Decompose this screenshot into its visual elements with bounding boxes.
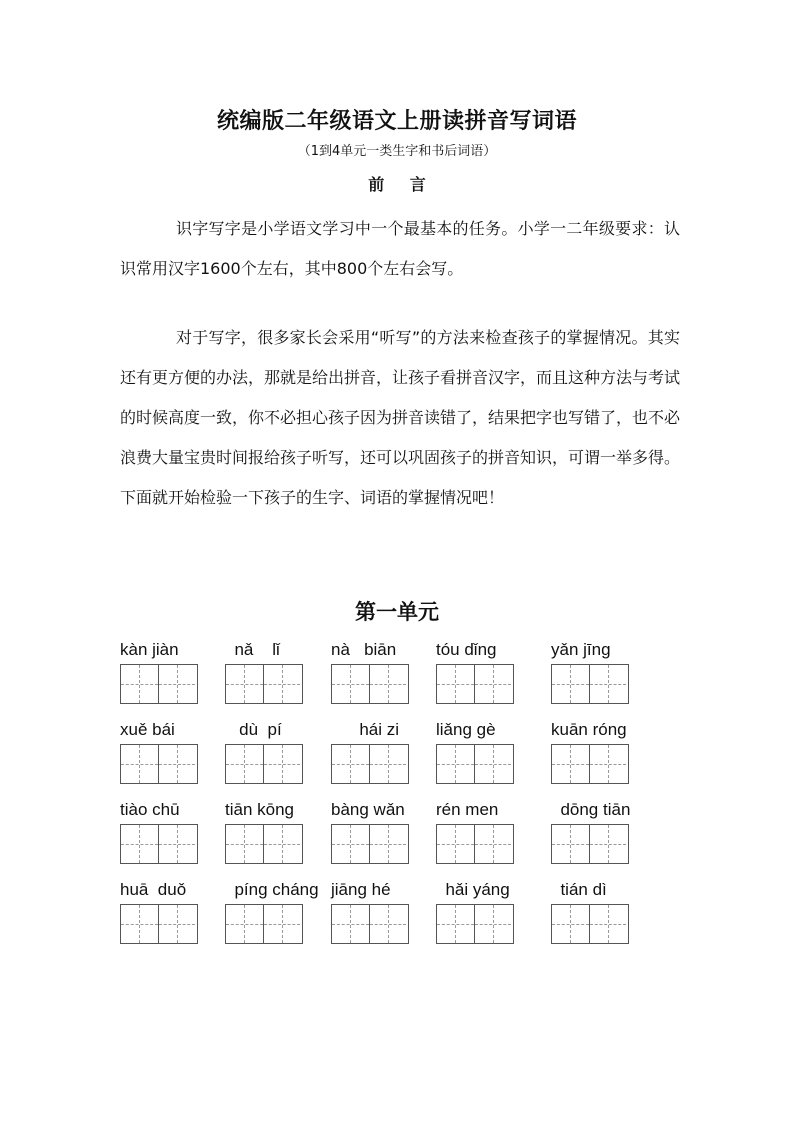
writing-grid[interactable]: [436, 824, 514, 864]
writing-cell[interactable]: [589, 665, 626, 703]
writing-cell[interactable]: [474, 665, 511, 703]
writing-cell[interactable]: [369, 745, 406, 783]
writing-cell[interactable]: [121, 825, 158, 863]
pinyin-label: hǎi yáng: [436, 880, 510, 899]
writing-grid[interactable]: [436, 904, 514, 944]
writing-cell[interactable]: [552, 905, 589, 943]
writing-cell[interactable]: [226, 825, 263, 863]
preface-paragraph: 识字写字是小学语文学习中一个最基本的任务。小学一二年级要求：认识常用汉字1600个左右，其中800个左右会写。: [120, 219, 680, 278]
writing-cell[interactable]: [158, 825, 195, 863]
pinyin-label: nǎ lǐ: [225, 640, 280, 659]
writing-cell[interactable]: [474, 745, 511, 783]
writing-cell[interactable]: [121, 905, 158, 943]
writing-cell[interactable]: [369, 825, 406, 863]
document-subtitle: （1到4单元一类生字和书后词语）: [297, 144, 497, 159]
pinyin-label: píng cháng: [225, 880, 319, 899]
pinyin-label: tóu dǐng: [436, 640, 497, 659]
writing-cell[interactable]: [437, 825, 474, 863]
writing-cell[interactable]: [263, 825, 300, 863]
pinyin-label: nà biān: [331, 640, 397, 659]
writing-cell[interactable]: [437, 665, 474, 703]
writing-grid[interactable]: [551, 824, 629, 864]
writing-grid[interactable]: [551, 664, 629, 704]
pinyin-label: yǎn jīng: [551, 640, 611, 659]
pinyin-label: kàn jiàn: [120, 640, 179, 659]
writing-cell[interactable]: [474, 905, 511, 943]
preface-heading: 前 言: [368, 175, 436, 194]
pinyin-label: tián dì: [551, 880, 607, 899]
writing-cell[interactable]: [158, 665, 195, 703]
writing-grid[interactable]: [225, 904, 303, 944]
pinyin-label: kuān róng: [551, 720, 627, 739]
pinyin-label: jiāng hé: [331, 880, 391, 899]
writing-grid[interactable]: [225, 744, 303, 784]
preface-paragraph: 对于写字，很多家长会采用“听写”的方法来检查孩子的掌握情况。其实还有更方便的办法，那就是给出拼音，让孩子看拼音汉字，而且这种方法与考试的时候高度一致，你不必担心孩子因为拼音读错了，结果把字也写错了，也不必浪费大量宝贵时间报给孩子听写，还可以巩固孩子的拼音知识，可谓一举多得。下面就开始检验一下孩子的生字、词语的掌握情况吧！: [120, 328, 681, 507]
writing-cell[interactable]: [437, 745, 474, 783]
writing-grid[interactable]: [120, 744, 198, 784]
writing-grid[interactable]: [120, 824, 198, 864]
writing-cell[interactable]: [263, 905, 300, 943]
writing-cell[interactable]: [369, 905, 406, 943]
pinyin-label: rén men: [436, 800, 499, 819]
writing-cell[interactable]: [226, 905, 263, 943]
writing-cell[interactable]: [226, 665, 263, 703]
pinyin-label: bàng wǎn: [331, 800, 405, 819]
writing-cell[interactable]: [332, 905, 369, 943]
pinyin-label: tiān kōng: [225, 800, 294, 819]
writing-grid[interactable]: [331, 824, 409, 864]
pinyin-label: dōng tiān: [551, 800, 631, 819]
writing-grid[interactable]: [551, 744, 629, 784]
writing-cell[interactable]: [474, 825, 511, 863]
writing-grid[interactable]: [120, 904, 198, 944]
writing-grid[interactable]: [120, 664, 198, 704]
writing-grid[interactable]: [331, 904, 409, 944]
writing-grid[interactable]: [331, 744, 409, 784]
writing-grid[interactable]: [225, 664, 303, 704]
writing-grid[interactable]: [331, 664, 409, 704]
pinyin-label: hái zi: [331, 720, 400, 739]
writing-cell[interactable]: [226, 745, 263, 783]
writing-cell[interactable]: [332, 665, 369, 703]
document-title: 统编版二年级语文上册读拼音写词语: [216, 109, 577, 134]
unit-heading: 第一单元: [355, 600, 439, 624]
writing-cell[interactable]: [589, 825, 626, 863]
writing-cell[interactable]: [369, 665, 406, 703]
writing-cell[interactable]: [263, 665, 300, 703]
pinyin-label: huā duǒ: [120, 880, 187, 899]
writing-cell[interactable]: [158, 905, 195, 943]
writing-cell[interactable]: [589, 745, 626, 783]
pinyin-label: dù pí: [225, 720, 282, 739]
writing-cell[interactable]: [158, 745, 195, 783]
pinyin-label: xuě bái: [120, 720, 175, 739]
writing-cell[interactable]: [332, 825, 369, 863]
writing-cell[interactable]: [437, 905, 474, 943]
writing-cell[interactable]: [589, 905, 626, 943]
writing-grid[interactable]: [436, 744, 514, 784]
writing-cell[interactable]: [332, 745, 369, 783]
pinyin-label: tiào chū: [120, 800, 180, 819]
writing-grid[interactable]: [225, 824, 303, 864]
writing-grid[interactable]: [551, 904, 629, 944]
pinyin-label: liǎng gè: [436, 720, 496, 739]
writing-cell[interactable]: [552, 745, 589, 783]
writing-cell[interactable]: [552, 665, 589, 703]
writing-cell[interactable]: [263, 745, 300, 783]
writing-cell[interactable]: [552, 825, 589, 863]
writing-cell[interactable]: [121, 665, 158, 703]
writing-grid[interactable]: [436, 664, 514, 704]
writing-cell[interactable]: [121, 745, 158, 783]
